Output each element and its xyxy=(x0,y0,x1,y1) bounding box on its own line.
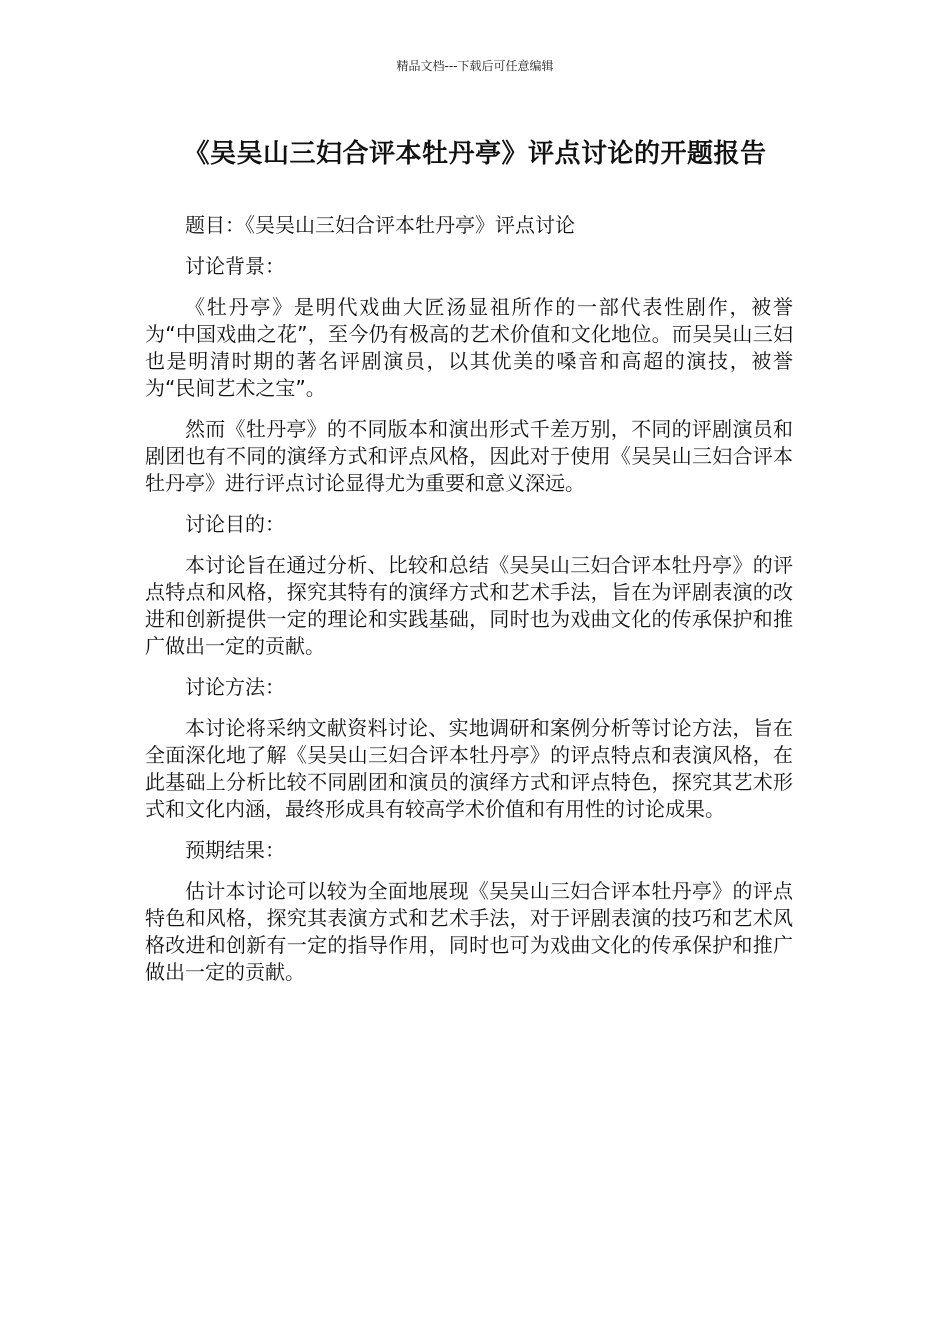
method-paragraph: 本讨论将采纳文献资料讨论、实地调研和案例分析等讨论方法，旨在全面深化地了解《吴吴山三妇合评本牡丹亭》的评点特点和表演风格，在此基础上分析比较不同剧团和演员的演绎方式和评点特色，探究其艺术形式和文化内涵，最终形成具有较高学术价值和有用性的讨论成果。 xyxy=(145,716,793,821)
purpose-paragraph: 本讨论旨在通过分析、比较和总结《吴吴山三妇合评本牡丹亭》的评点特点和风格，探究其特有的演绎方式和艺术手法，旨在为评剧表演的改进和创新提供一定的理论和实践基础，同时也为戏曲文化的传承保护和推广做出一定的贡献。 xyxy=(145,553,793,658)
topic-line: 题目：《吴吴山三妇合评本牡丹亭》评点讨论 xyxy=(185,213,575,237)
header-note: 精品文档---下载后可任意编辑 xyxy=(396,59,554,73)
document-body xyxy=(145,212,793,1000)
result-heading: 预期结果： xyxy=(185,838,285,862)
document-title: 《吴吴山三妇合评本牡丹亭》评点讨论的开题报告 xyxy=(183,139,767,169)
purpose-heading: 讨论目的： xyxy=(185,512,285,536)
result-paragraph: 估计本讨论可以较为全面地展现《吴吴山三妇合评本牡丹亭》的评点特色和风格，探究其表演方式和艺术手法，对于评剧表演的技巧和艺术风格改进和创新有一定的指导作用，同时也可为戏曲文化的传承保护和推广做出一定的贡献。 xyxy=(145,879,793,984)
method-heading: 讨论方法： xyxy=(185,675,285,699)
background-paragraph-1: 《牡丹亭》是明代戏曲大匠汤显祖所作的一部代表性剧作，被誉为“中国戏曲之花”，至今仍有极高的艺术价值和文化地位。而吴吴山三妇也是明清时期的著名评剧演员，以其优美的嗓音和高超的演技，被誉为“民间艺术之宝”。 xyxy=(145,295,793,400)
background-heading: 讨论背景： xyxy=(185,254,285,278)
background-paragraph-2: 然而《牡丹亭》的不同版本和演出形式千差万别，不同的评剧演员和剧团也有不同的演绎方式和评点风格，因此对于使用《吴吴山三妇合评本牡丹亭》进行评点讨论显得尤为重要和意义深远。 xyxy=(145,417,793,495)
